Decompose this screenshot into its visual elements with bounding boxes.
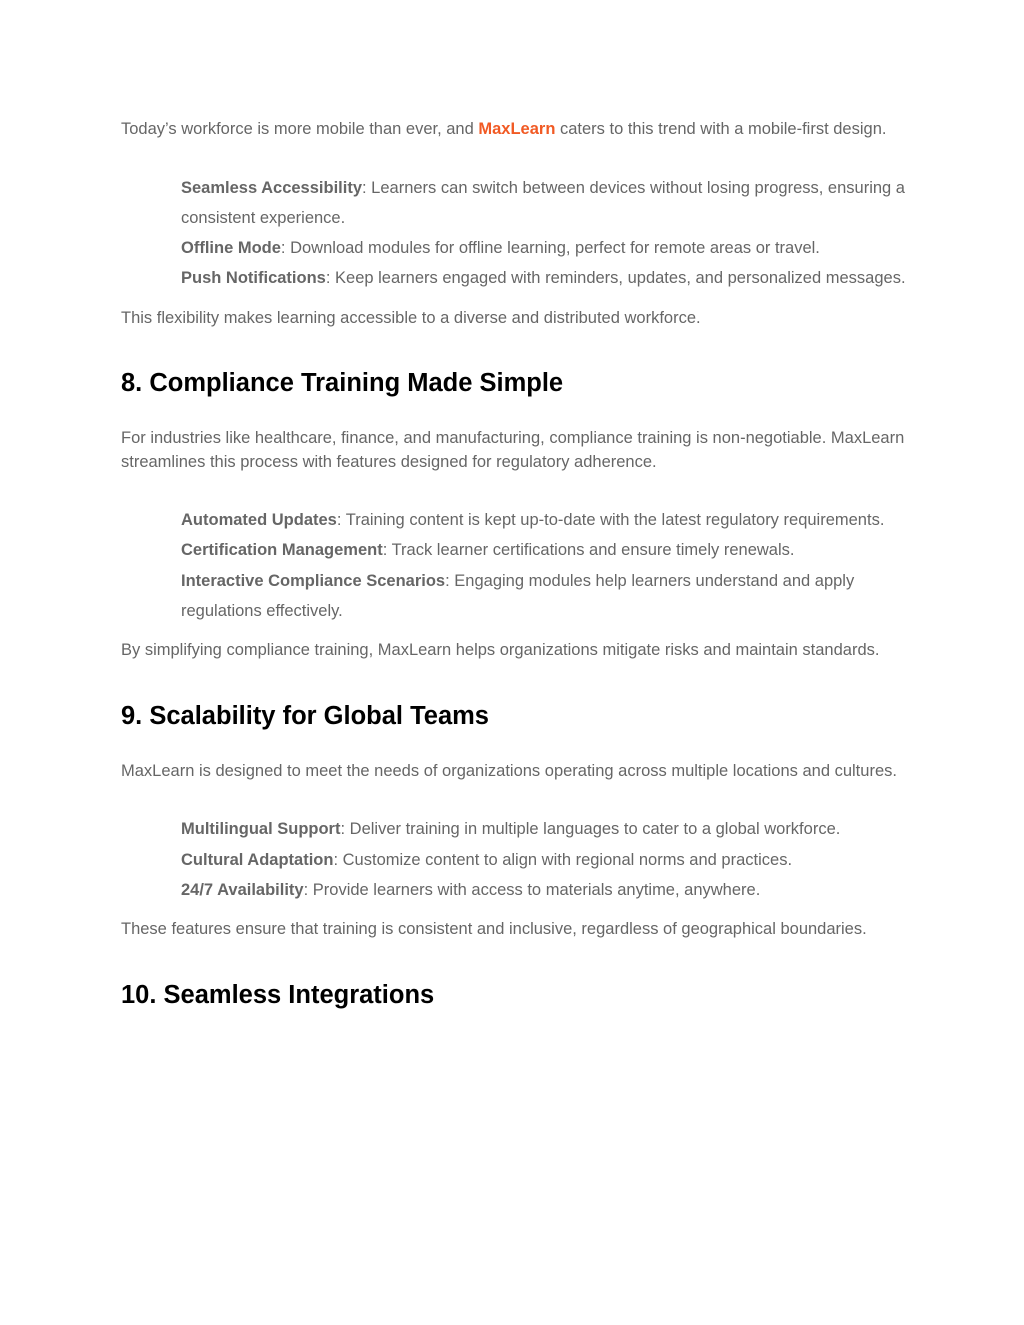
- section-9-intro: MaxLearn is designed to meet the needs of organizations operating across multiple locations and cultures.: [121, 761, 897, 780]
- maxlearn-link[interactable]: MaxLearn: [478, 120, 556, 138]
- list-item-desc: : Customize content to align with regional norms and practices.: [333, 850, 793, 869]
- compliance-features-list: [121, 505, 911, 626]
- intro-text-after: caters to this trend with a mobile-first design.: [555, 120, 887, 138]
- list-item-term: Multilingual Support: [181, 820, 341, 839]
- list-item-term: Automated Updates: [181, 511, 337, 530]
- document-page: [121, 118, 911, 1011]
- section-9-heading: 9. Scalability for Global Teams: [121, 701, 489, 730]
- list-item-desc: : Keep learners engaged with reminders, updates, and personalized messages.: [325, 269, 906, 288]
- intro-paragraph: [121, 118, 911, 142]
- intro-text-before: Today’s workforce is more mobile than ever, and: [121, 120, 479, 138]
- list-item: [181, 505, 911, 535]
- list-item-desc: : Download modules for offline learning, perfect for remote areas or travel.: [280, 239, 820, 258]
- section-8-summary: By simplifying compliance training, MaxLearn helps organizations mitigate risks and maintain standards.: [121, 641, 880, 660]
- list-item: [181, 845, 911, 875]
- list-item-term: Certification Management: [181, 541, 383, 560]
- list-item: [181, 233, 911, 263]
- section-10-heading: 10. Seamless Integrations: [121, 980, 435, 1009]
- list-item-desc: : Learners can switch between devices without losing progress, ensuring a consistent experience.: [181, 178, 905, 227]
- section-8-intro: For industries like healthcare, finance, and manufacturing, compliance training is non-negotiable. MaxLearn streamlines this process with features designed for regulatory adherence.: [121, 429, 905, 471]
- section-8-heading: 8. Compliance Training Made Simple: [121, 369, 564, 398]
- list-item: [181, 535, 911, 565]
- list-item: [181, 566, 911, 627]
- list-item-term: Offline Mode: [181, 239, 281, 258]
- list-item-desc: : Deliver training in multiple languages to cater to a global workforce.: [340, 820, 841, 839]
- mobile-summary: This flexibility makes learning accessible to a diverse and distributed workforce.: [121, 308, 701, 327]
- list-item-desc: : Training content is kept up-to-date with the latest regulatory requirements.: [336, 511, 885, 530]
- list-item: [181, 263, 911, 293]
- section-9-summary: These features ensure that training is consistent and inclusive, regardless of geographical boundaries.: [121, 920, 867, 939]
- list-item-desc: : Engaging modules help learners understand and apply regulations effectively.: [181, 571, 855, 621]
- list-item: [181, 875, 911, 905]
- list-item-term: Cultural Adaptation: [181, 850, 334, 869]
- global-features-list: [121, 814, 911, 905]
- list-item: [181, 814, 911, 844]
- list-item-term: Seamless Accessibility: [181, 178, 363, 197]
- mobile-features-list: [121, 173, 911, 294]
- list-item-desc: : Track learner certifications and ensure timely renewals.: [382, 541, 795, 560]
- list-item: [181, 173, 911, 234]
- list-item-term: Interactive Compliance Scenarios: [181, 571, 446, 590]
- list-item-term: Push Notifications: [181, 269, 326, 288]
- list-item-term: 24/7 Availability: [181, 880, 304, 899]
- list-item-desc: : Provide learners with access to materials anytime, anywhere.: [303, 880, 761, 899]
